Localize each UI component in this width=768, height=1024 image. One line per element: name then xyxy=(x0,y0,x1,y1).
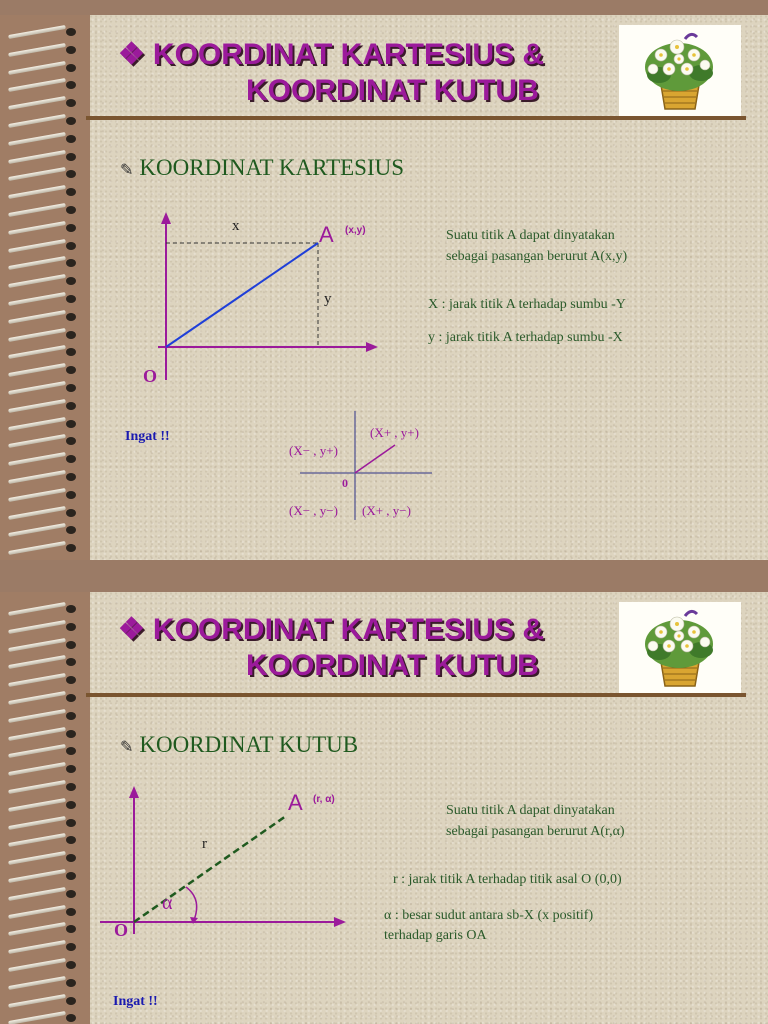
slide-title xyxy=(118,37,618,109)
slide-cartesian xyxy=(0,15,768,560)
spiral-ring xyxy=(0,436,90,446)
spiral-ring xyxy=(0,312,90,322)
quadrant-origin-label: 0 xyxy=(342,476,348,490)
y-label: y xyxy=(324,291,332,307)
spiral-ring xyxy=(0,63,90,73)
note-r: r : jarak titik A terhadap titik asal O (0,0) xyxy=(393,872,622,887)
spiral-ring xyxy=(0,134,90,144)
spiral-ring xyxy=(0,223,90,233)
spiral-ring xyxy=(0,764,90,774)
quadrant-diagram xyxy=(280,405,450,525)
spiral-ring xyxy=(0,978,90,988)
spiral-ring xyxy=(0,383,90,393)
quadrant-1-label: (X+ , y+) xyxy=(370,425,419,440)
spiral-ring xyxy=(0,508,90,518)
spiral-ring xyxy=(0,45,90,55)
spiral-ring xyxy=(0,782,90,792)
spiral-ring xyxy=(0,490,90,500)
alpha-label: α xyxy=(162,892,173,914)
spiral-ring xyxy=(0,169,90,179)
quadrant-3-label: (X− , y−) xyxy=(289,503,338,518)
point-a-label: A xyxy=(288,790,303,815)
note-alpha: α : besar sudut antara sb-X (x positif) terhadap garis OA xyxy=(384,908,594,943)
polar-diagram xyxy=(110,784,370,944)
spiral-ring xyxy=(0,205,90,215)
y-axis-arrow-icon xyxy=(161,212,171,224)
section-title: ✎ KOORDINAT KUTUB xyxy=(120,732,359,757)
spiral-ring xyxy=(0,98,90,108)
title-line-2: KOORDINAT KUTUB xyxy=(246,74,539,107)
spiral-ring xyxy=(0,818,90,828)
spiral-ring xyxy=(0,871,90,881)
spiral-ring xyxy=(0,942,90,952)
title-bullet-icon: ❖ xyxy=(118,38,145,71)
spiral-ring xyxy=(0,472,90,482)
x-axis-arrow-icon xyxy=(366,342,378,352)
spiral-ring xyxy=(0,543,90,553)
y-axis-arrow-icon xyxy=(129,786,139,798)
pencil-icon: ✎ xyxy=(120,162,134,179)
pencil-icon: ✎ xyxy=(120,739,134,756)
spiral-ring xyxy=(0,419,90,429)
spiral-ring xyxy=(0,454,90,464)
flower-basket-image xyxy=(619,25,741,117)
spiral-ring xyxy=(0,924,90,934)
spiral-ring xyxy=(0,258,90,268)
spiral-ring xyxy=(0,640,90,650)
section-title: ✎ KOORDINAT KARTESIUS xyxy=(120,155,405,180)
spiral-ring xyxy=(0,675,90,685)
spiral-ring xyxy=(0,907,90,917)
spiral-ring xyxy=(0,835,90,845)
quadrant-4-label: (X+ , y−) xyxy=(362,503,411,518)
reminder-label: Ingat !! xyxy=(125,429,170,444)
spiral-ring xyxy=(0,294,90,304)
spiral-ring xyxy=(0,729,90,739)
spiral-ring xyxy=(0,657,90,667)
spiral-ring xyxy=(0,746,90,756)
spiral-ring xyxy=(0,347,90,357)
point-a-label: A xyxy=(319,222,334,247)
spiral-ring xyxy=(0,27,90,37)
flower-basket-image xyxy=(619,602,741,694)
title-bullet-icon: ❖ xyxy=(118,613,145,646)
slide-title xyxy=(118,612,618,684)
x-label: x xyxy=(232,218,240,234)
x-axis-arrow-icon xyxy=(334,917,346,927)
note-y: y : jarak titik A terhadap sumbu -X xyxy=(428,330,623,345)
spiral-ring xyxy=(0,187,90,197)
spiral-ring xyxy=(0,960,90,970)
spiral-ring xyxy=(0,80,90,90)
spiral-ring xyxy=(0,152,90,162)
title-divider xyxy=(86,693,746,697)
oa-line xyxy=(134,816,286,922)
spiral-ring xyxy=(0,330,90,340)
origin-label: O xyxy=(143,366,158,386)
spiral-ring xyxy=(0,116,90,126)
spiral-binding xyxy=(0,592,90,1024)
spiral-ring xyxy=(0,622,90,632)
r-label: r xyxy=(202,836,207,852)
spiral-ring xyxy=(0,1013,90,1023)
spiral-ring xyxy=(0,365,90,375)
slide-polar xyxy=(0,592,768,1024)
spiral-ring xyxy=(0,604,90,614)
point-a-coords: (x,y) xyxy=(345,225,366,236)
spiral-ring xyxy=(0,853,90,863)
quadrant-2-label: (X− , y+) xyxy=(289,443,338,458)
origin-label: O xyxy=(114,920,129,940)
spiral-ring xyxy=(0,276,90,286)
spiral-ring xyxy=(0,996,90,1006)
angle-arc xyxy=(186,887,197,920)
oa-line xyxy=(166,243,318,347)
spiral-binding xyxy=(0,15,90,560)
description: Suatu titik A dapat dinyatakan sebagai pasangan berurut A(r,α) xyxy=(446,803,625,839)
note-x: X : jarak titik A terhadap sumbu -Y xyxy=(428,297,626,312)
cartesian-diagram xyxy=(130,210,390,390)
title-line-2: KOORDINAT KUTUB xyxy=(246,649,539,682)
point-a-coords: (r, α) xyxy=(313,794,335,805)
spiral-ring xyxy=(0,889,90,899)
spiral-ring xyxy=(0,693,90,703)
title-line-1: KOORDINAT KARTESIUS & xyxy=(152,38,545,71)
title-line-1: KOORDINAT KARTESIUS & xyxy=(152,613,545,646)
spiral-ring xyxy=(0,800,90,810)
spiral-ring xyxy=(0,525,90,535)
title-divider xyxy=(86,116,746,120)
description: Suatu titik A dapat dinyatakan sebagai pasangan berurut A(x,y) xyxy=(446,228,628,264)
spiral-ring xyxy=(0,241,90,251)
spiral-ring xyxy=(0,711,90,721)
spiral-ring xyxy=(0,401,90,411)
reminder-label: Ingat !! xyxy=(113,994,158,1009)
